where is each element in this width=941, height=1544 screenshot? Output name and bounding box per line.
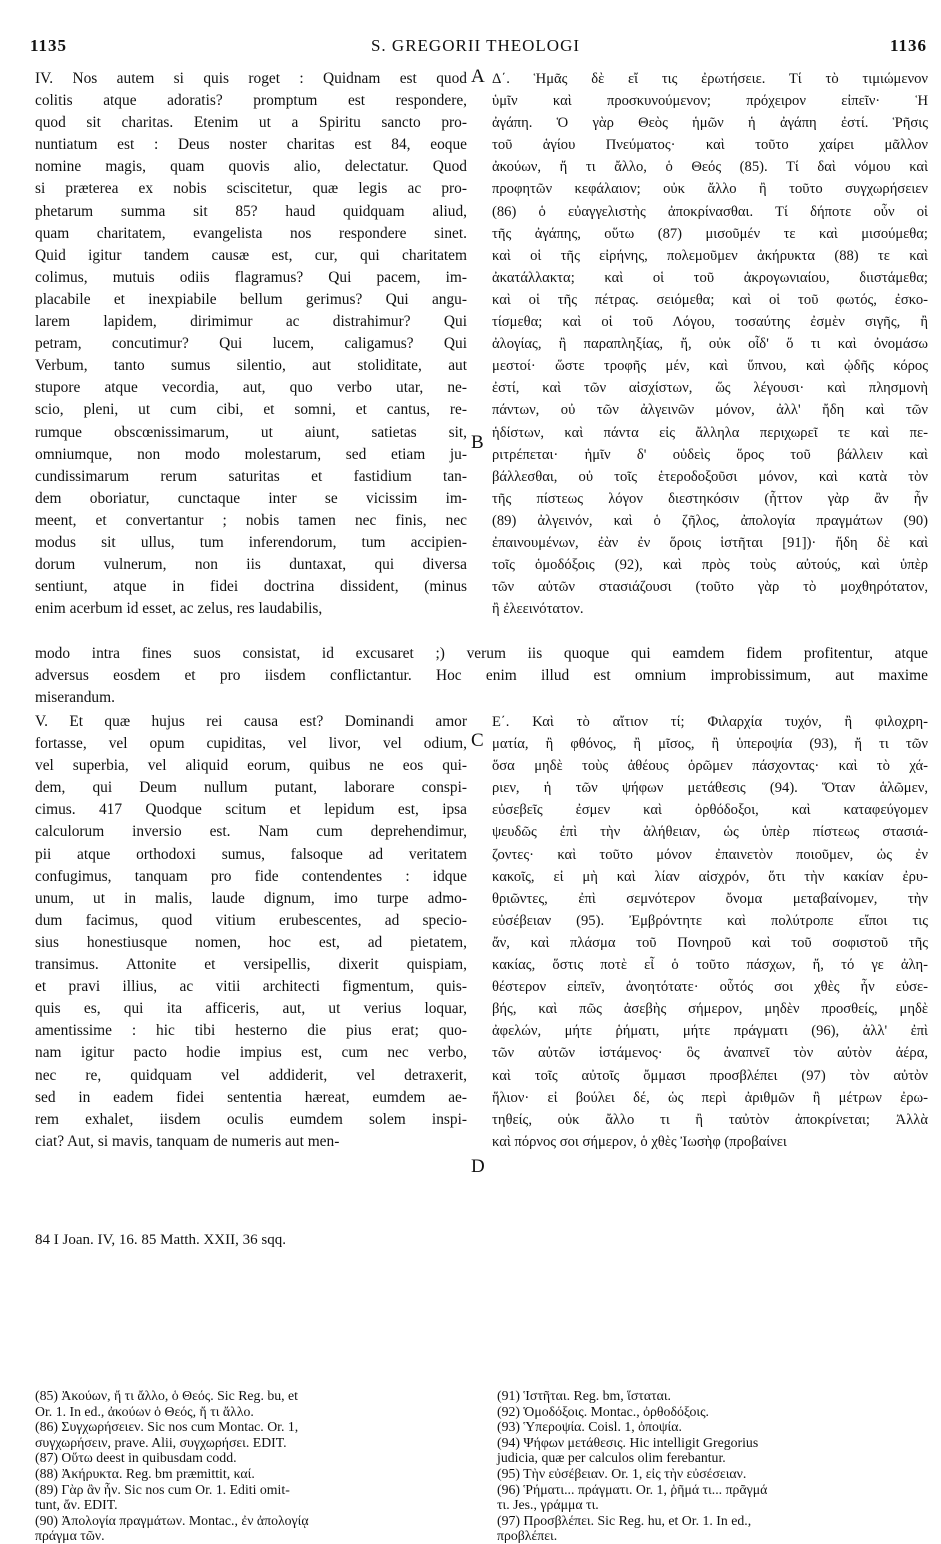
text-line: βής, καὶ πῶς ἀσεβὴς σήμερον, μηδὲν προσθείς, μηδὲ: [492, 1001, 928, 1018]
text-line: καὶ τοῖς αὐτοῖς ὄμμασι προσβλέπει (97) τὸν αὐτὸν: [492, 1067, 928, 1084]
text-line: ἐστί, καὶ τῶν αἰσχίστων, ὥς λέγουσι· καὶ πλησμονὴ: [492, 380, 928, 397]
text-line: petram, concutimur? Qui lucem, caligamus? Qui: [35, 335, 467, 353]
text-line: ἐπαινουμένων, ἐὰν ἐν ὅροις ἱστῆται [91])· ἤδη δὲ καὶ: [492, 534, 928, 551]
footnote-line: Or. 1. In ed., ἀκούων ὁ Θεός, ἤ τι ἄλλο.: [35, 1403, 254, 1419]
text-line: cundissimarum rerum saturitas et fastidium tan-: [35, 467, 467, 485]
text-line: quis es, qui ita afficeris, aut, ut verius loquar,: [35, 1000, 467, 1018]
text-line: κακίας, ὅστις ποτὲ εἶ ὁ τοῦτο πάσχων, ἤ, τό γε ἀλη-: [492, 957, 928, 974]
footnote-line: (89) Γὰρ ἂν ἦν. Sic nos cum Or. 1. Editi omit-: [35, 1481, 290, 1497]
text-line: modus sit ullus, tum inferendorum, tum accipien-: [35, 533, 467, 551]
text-line: τοῦ ἁγίου Πνεύματος· καὶ τοῦτο χαίρει μᾶλλον: [492, 137, 928, 154]
text-line: nec re, quidquam vel addiderit, vel detraxerit,: [35, 1066, 467, 1084]
text-line: (86) ὁ εὐαγγελιστὴς ἀποκρίνασθαι. Τί δήποτε οὖν οἱ: [492, 203, 928, 220]
text-line: placabile et inexpiabile bellum gerimus? Qui angu-: [35, 290, 467, 308]
text-line: εὐσεβεῖς ἐσμεν καὶ ὀρθόδοξοι, καὶ καταφεύγομεν: [492, 802, 928, 819]
greek-section-5: [492, 711, 928, 1153]
text-line: modo intra fines suos consistat, id excusaret ;) verum iis quoque qui eamdem fidem profitentur, atque: [35, 645, 928, 662]
text-line: nuntiatum est : Deus noster charitas est 84, eoque: [35, 136, 467, 154]
greek-section-4: [492, 68, 928, 620]
text-line: καὶ πόρνος σοι σήμερον, ὁ χθὲς Ἰωσὴφ (προβαίνει: [492, 1133, 787, 1150]
text-line: cimus. 417 Quodque scitum et lepidum est, ipsa: [35, 801, 467, 819]
right-page-number: 1136: [889, 36, 927, 55]
text-line: ἡδίστων, καὶ πάντα εἰς ἄλληλα περιχωρεῖ τε καὶ πε-: [492, 424, 928, 441]
footnote-line: (97) Προσβλέπει. Sic Reg. hu, et Or. 1. In ed.,: [497, 1512, 752, 1528]
text-line: meent, et convertantur ; nobis tamen nec finis, nec: [35, 511, 467, 529]
text-line: stupore atque vecordia, aut, quo verbo utar, ne-: [35, 379, 467, 397]
running-title: S. GREGORII THEOLOGI: [370, 36, 581, 55]
text-line: ἄν, καὶ πλάσμα τοῦ Πονηροῦ καὶ τοῦ σοφιστοῦ τῆς: [492, 934, 928, 951]
text-line: ἢ ἐλεεινότατον.: [492, 601, 584, 618]
text-line: εὐσέβειαν (95). Ἐμβρόντητε καὶ πολύτροπε εἴποι τις: [492, 912, 928, 929]
footnote-line: (85) Ἀκούων, ἤ τι ἄλλο, ὁ Θεός. Sic Reg. bu, et: [35, 1388, 298, 1403]
text-line: dorum vulnerum, non iis duntaxat, qui diversa: [35, 556, 467, 574]
latin-section-5: [35, 711, 467, 1153]
text-line: unum, ut in malis, laude dignum, imo turpe admo-: [35, 889, 467, 907]
text-line: ἀλογίας, ἢ παραπληξίας, ἤ, οὐκ οἶδ' ὅ τι καὶ ὀνομάσω: [492, 336, 928, 353]
margin-marker-c: C: [471, 730, 484, 751]
footnote-line: (96) Ῥήματι... πράγματι. Or. 1, ῥῆμά τι... πρᾶγμά: [497, 1481, 768, 1497]
text-line: miserandum.: [35, 689, 115, 707]
footnote-line: (86) Συγχωρήσειεν. Sic nos cum Montac. Or. 1,: [35, 1419, 299, 1435]
text-line: enim acerbum id esset, ac zelus, res laudabilis,: [35, 600, 323, 618]
text-line: τηθείς, οὐκ ἄλλο τι ἢ ταὐτὸν ἀποκρίνεται; Ἀλλὰ: [492, 1111, 928, 1128]
text-line: sentiunt, atque in fidei doctrina dissident, (minus: [35, 578, 467, 596]
text-line: colitis atque adoratis? promptum est respondere,: [35, 92, 467, 110]
text-line: ριτρέπεται· ἡμῖν δ' οὐδεὶς ὅρος τοῦ βάλλειν καὶ: [492, 446, 928, 463]
text-line: scio, pleni, ut cum cibi, et somni, et cantus, re-: [35, 401, 467, 419]
text-line: πάντων, οὐ τῶν ἀλγεινῶν μόνον, ἀλλ' ἤδη καὶ τῶν: [492, 402, 928, 419]
text-line: confugimus, tanquam pro fide contendentes : idque: [35, 867, 467, 885]
footnote-line: judicia, quæ per calculos olim ferebantur.: [497, 1450, 726, 1466]
text-line: τῶν αὐτῶν στασιάζουσι (τοῦτο γὰρ τὸ μοχθηρότατον,: [492, 579, 928, 596]
text-line: IV. Nos autem si quis roget : Quidnam est quod: [35, 70, 467, 87]
text-line: sius honestiusque nomen, hoc est, ad pietatem,: [35, 933, 467, 951]
text-line: θριῶντες, ἐπὶ σεμνότερον ὄνομα μεταβαίνομεν, τὴν: [492, 890, 928, 907]
margin-marker-d: D: [471, 1156, 485, 1177]
text-line: μεστοί· ὥστε τροφῆς μέν, καὶ ὕπνου, καὶ ᾠδῆς κόρος: [492, 358, 928, 375]
text-line: sed in eadem fidei sententia hæreat, eumdem ae-: [35, 1088, 467, 1106]
text-line: quod sit charitas. Etenim ut a Spiritu sancto pro-: [35, 114, 467, 132]
text-line: fortasse, vel opum cupiditas, vel livor, vel odium,: [35, 735, 467, 753]
text-line: ἀφελών, μήτε ῥήματι, μήτε πράγματι (96), ἀλλ' ἐπὶ: [492, 1023, 928, 1040]
text-line: ψευδῶς ἐπὶ τὴν ἀλήθειαν, ὡς ὑπὲρ πίστεως στασιά-: [492, 824, 928, 841]
footnote-line: προβλέπει.: [497, 1528, 558, 1544]
text-line: τοῖς ὁμοδόξοις (92), καὶ πρὸς τοὺς αὐτούς, καὶ ὑπὲρ: [492, 557, 928, 574]
margin-marker-a: A: [471, 66, 485, 87]
text-line: dum facimus, quod vitium erubescentes, ad specio-: [35, 911, 467, 929]
text-line: ὑμῖν καὶ προσκυνούμενον; πρόχειρον εἰπεῖν· Ἡ: [492, 93, 928, 110]
latin-continuation: [35, 643, 928, 709]
text-line: ciat? Aut, si mavis, tanquam de numeris aut men-: [35, 1132, 340, 1150]
footnote-line: συγχωρήσειν, prave. Alii, συγχωρήσει. EDIT.: [35, 1434, 287, 1450]
footnote-line: (94) Ψήφων μετάθεσις. Hic intelligit Gregorius: [497, 1434, 759, 1450]
text-line: ἀκατάλλακτα; καὶ οἱ τοῦ ἀκρογωνιαίου, διιστάμεθα;: [492, 269, 928, 286]
text-line: dem, qui Deum nullum putant, laborare conspi-: [35, 779, 467, 797]
text-line: Δ΄. Ἡμᾶς δὲ εἴ τις ἐρωτήσειε. Τί τὸ τιμιώμενον: [492, 71, 928, 87]
text-line: amentissime : hic tibi hesterno die pius erat; quo-: [35, 1022, 467, 1040]
text-line: et pravi illius, ac vitii architecti figmentum, quis-: [35, 978, 467, 996]
text-line: rumque obscœnissimarum, ut aiunt, satietas sit,: [35, 423, 467, 441]
footnote-line: (95) Τὴν εὐσέβειαν. Or. 1, εἰς τὴν εὐσέσειαν.: [497, 1465, 747, 1481]
text-line: προφητῶν κεφάλαιον; οὐκ ἄλλο ἢ τοῦτο συγχωρήσειεν: [492, 181, 928, 198]
text-line: phetarum summa sit 85? haud quidquam aliud,: [35, 202, 467, 220]
footnote-line: tunt, ἄν. EDIT.: [35, 1497, 118, 1513]
text-line: τίσμεθα; καὶ οἱ τοῦ Λόγου, τοσαύτης ἐσμὲν σιγῆς, ἢ: [492, 314, 928, 331]
text-line: τῶν αὐτῶν ἱστάμενος· ὃς ἀναπνεῖ τὸν αὐτὸν ἀέρα,: [492, 1045, 928, 1062]
text-line: larem lapidem, dirimimur ac distrahimur? Qui: [35, 313, 467, 331]
footnote-line: (87) Οὕτω deest in quibusdam codd.: [35, 1450, 237, 1466]
footnotes-right: [497, 1388, 927, 1544]
text-line: ζοντες· καὶ τοῦτο μόνον ἐπαινετὸν ποιοῦμεν, ὡς ἐν: [492, 846, 928, 863]
footnote-line: (93) Ὑπεροψία. Coisl. 1, ὀποψία.: [497, 1419, 682, 1435]
footnote-line: (91) Ἱστῆται. Reg. bm, ἵσταται.: [497, 1388, 672, 1403]
text-line: vel superbia, vel aliquid eorum, quibus ne eos qui-: [35, 757, 467, 775]
text-line: ἀγάπη. Ὁ γὰρ Θεὸς ἡμῶν ἡ ἀγάπη ἐστί. Ῥῆσις: [492, 115, 928, 132]
text-line: Quid igitur tandem causæ est, cur, qui charitatem: [35, 246, 467, 264]
text-line: transimus. Attonite et versipellis, dixerit quispiam,: [35, 956, 467, 974]
text-line: Ε΄. Καὶ τὸ αἴτιον τί; Φιλαρχία τυχόν, ἢ φιλοχρη-: [492, 714, 928, 730]
text-line: nam igitur pacto hodie impius est, cum nec verbo,: [35, 1044, 467, 1062]
text-line: adversus eosdem et pro iisdem conflictantur. Hoc enim illud est omnium improbissimum, aut maxime: [35, 667, 928, 685]
text-line: V. Et quæ hujus rei causa est? Dominandi amor: [35, 713, 467, 730]
footnote-line: τι. Jes., γράμμα τι.: [497, 1497, 599, 1513]
margin-marker-b: B: [471, 432, 484, 453]
text-line: ἀκούων, ἤ τι ἄλλο, ὁ Θεός (85). Τί δαὶ νόμου καὶ: [492, 159, 928, 176]
footnote-line: (92) Ὁμοδόξοις. Montac., ὀρθοδόξοις.: [497, 1403, 709, 1419]
text-line: ὅσα μηδὲ τοὺς ἀθέους ὁρῶμεν πάσχοντας· καὶ τὸ χά-: [492, 758, 928, 775]
text-line: ἥλιον· εἰ βούλει δέ, ὡς περὶ ἀριθμῶν ἢ μέτρων ἐρω-: [492, 1089, 928, 1106]
text-line: ριεν, ἡ τῶν ψήφων μετάθεσις (94). Ὅταν ἁλῶμεν,: [492, 780, 928, 797]
left-page-number: 1135: [30, 36, 68, 55]
text-line: colimus, mutuis odiis flagramus? Qui pacem, im-: [35, 268, 467, 286]
text-line: κακοῖς, εἰ μὴ καὶ λίαν αἰσχρόν, ὅτι τὴν κακίαν ἐρυ-: [492, 868, 928, 885]
text-line: θέστερον εἰπεῖν, ἀνοητότατε· οὗτός σοι χθὲς ἦν εὐσε-: [492, 979, 928, 996]
text-line: quam charitatem, evangelista nos respondere sinet.: [35, 224, 467, 242]
footnote-line: πράγμα τῶν.: [35, 1528, 105, 1544]
text-line: calculorum inversio est. Nam cum deprehendimur,: [35, 823, 467, 841]
text-line: καὶ οἱ τῆς πέτρας. σειόμεθα; καὶ οἱ τοῦ φωτός, ἐσκο-: [492, 291, 928, 308]
page-header: [24, 36, 927, 66]
text-line: si præterea ex nobis sciscitetur, quæ legis ac pro-: [35, 180, 467, 198]
latin-section-4: [35, 68, 467, 620]
text-line: τῆς ἀγάπης, οὕτω (87) μισοῦμέν τε καὶ μισούμεθα;: [492, 225, 928, 242]
text-line: καὶ οἱ τῆς εἰρήνης, πολεμοῦμεν ἀκήρυκτα (88) τε καὶ: [492, 247, 928, 264]
text-line: (89) ἀλγεινόν, καὶ ὁ ζῆλος, ἀπολογία πραγμάτων (90): [492, 512, 928, 529]
text-line: rem exhalet, iisdem oculis eumdem solem inspi-: [35, 1110, 467, 1128]
text-line: pii atque orthodoxi sumus, falsoque ad veritatem: [35, 845, 467, 863]
text-line: nomine magis, quam quovis alio, delectatur. Quod: [35, 158, 467, 176]
scripture-references: 84 I Joan. IV, 16. 85 Matth. XXII, 36 sqq.: [35, 1232, 286, 1248]
text-line: τῆς πίστεως λόγον διεστηκόσιν (ἧττον γὰρ ἂν ἦν: [492, 490, 928, 507]
text-line: omniumque, non modo molestarum, sed etiam ju-: [35, 445, 467, 463]
text-line: ματία, ἢ φθόνος, ἢ μῖσος, ἢ ὑπεροψία (93), ἤ τι τῶν: [492, 736, 928, 753]
footnotes-left: [35, 1388, 465, 1544]
text-line: dem oboriatur, cunctaque inter se vicissim im-: [35, 489, 467, 507]
footnote-line: (88) Ἀκήρυκτα. Reg. bm præmittit, καί.: [35, 1465, 255, 1481]
text-line: Verbum, tanto sumus silentio, aut stoliditate, aut: [35, 357, 467, 375]
footnote-line: (90) Ἀπολογία πραγμάτων. Montac., ἐν ἀπολογίᾳ: [35, 1512, 309, 1528]
text-line: βάλλεσθαι, οὐ τοῖς ἑτεροδοξοῦσι μόνον, καὶ κατὰ τὸν: [492, 468, 928, 485]
